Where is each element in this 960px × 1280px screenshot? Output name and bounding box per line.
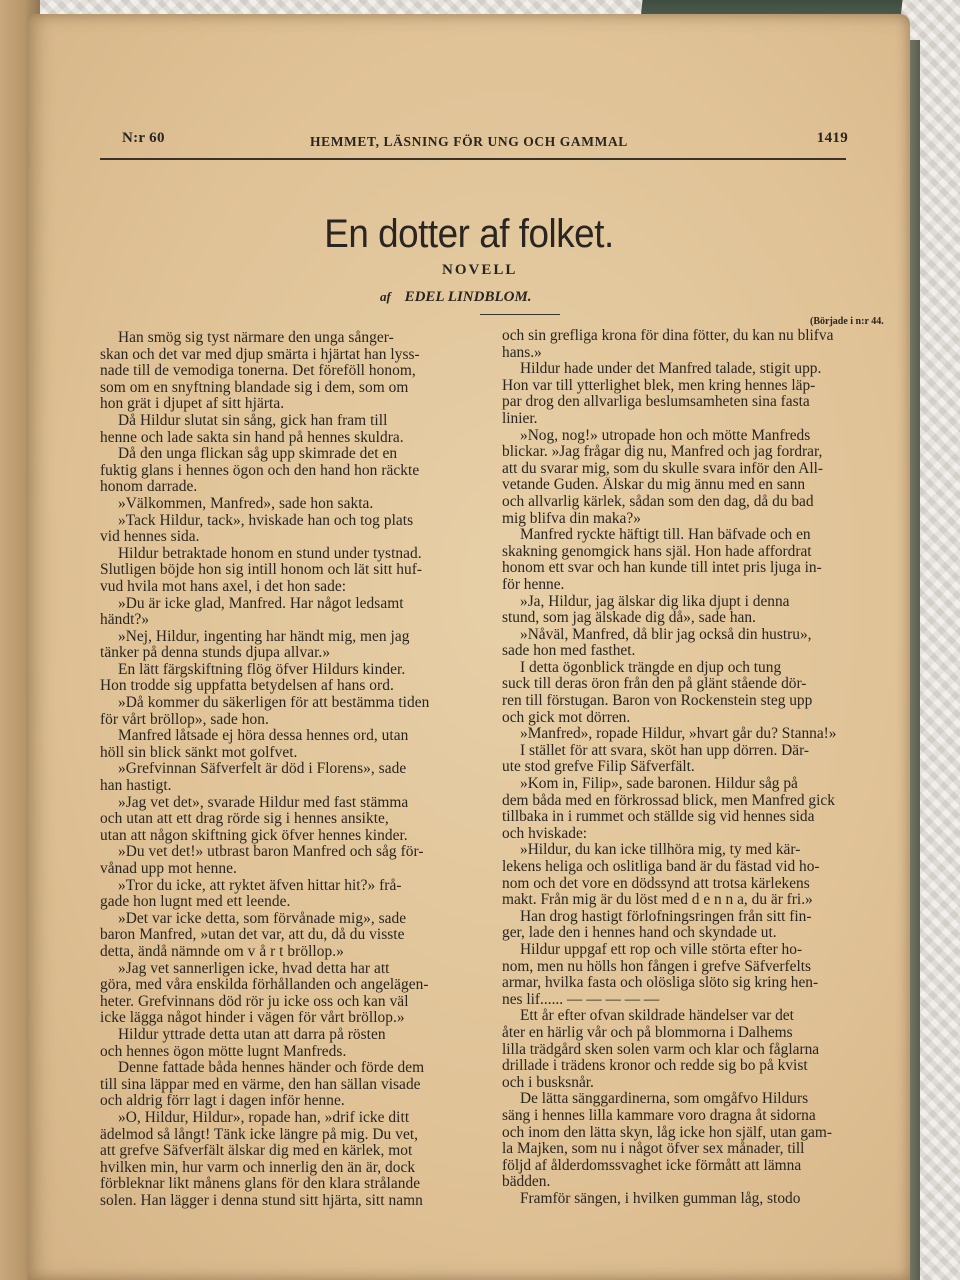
text-line: till sina läppar med en värme, den han sällan visade — [100, 1076, 421, 1093]
text-line: En lätt färgskiftning flög öfver Hildurs kinder. — [118, 661, 406, 678]
byline-prefix: af — [380, 289, 391, 304]
text-line: och gick mot dörren. — [502, 709, 631, 726]
text-line: linier. — [502, 410, 538, 427]
byline — [380, 289, 532, 306]
left-text-column — [100, 330, 472, 1209]
text-line: Manfred låtsade ej höra dessa hennes ord, utan — [118, 728, 409, 745]
text-line: heter. Grefvinnans död rör ju icke oss och kan väl — [100, 993, 409, 1010]
text-line: Framför sängen, i hvilken gumman låg, stodo — [520, 1190, 801, 1207]
text-line: »Nog, nog!» utropade hon och mötte Manfreds — [520, 427, 811, 444]
text-line: sade hon med fasthet. — [502, 643, 636, 660]
text-line: »Manfred», ropade Hildur, »hvart går du? Stanna!» — [520, 726, 837, 743]
text-line: »Nåväl, Manfred, då blir jag också din hustru», — [520, 626, 812, 643]
story-genre: NOVELL — [442, 262, 518, 278]
text-line: »Tror du icke, att ryktet äfven hittar hit?» frå- — [118, 877, 402, 894]
text-line: vånad upp mot henne. — [100, 861, 237, 877]
text-line: nade till de vemodiga tonerna. Det föreföll honom, — [100, 363, 416, 380]
text-line: nom och det vore en dödssynd att trotsa kärlekens — [502, 875, 810, 892]
text-line: »Tack Hildur, tack», hviskade han och tog plats — [118, 512, 414, 529]
text-line: »Ja, Hildur, jag älskar dig lika djupt i denna — [520, 593, 790, 610]
text-line: blickar. »Jag frågar dig nu, Manfred och jag fordrar, — [502, 444, 823, 461]
text-line: för henne. — [502, 576, 565, 593]
text-line: »Det var icke detta, som förvånade mig», sade — [118, 910, 407, 927]
text-line: henne och lade sakta sin hand på hennes skuldra. — [100, 429, 404, 446]
running-header — [100, 130, 848, 154]
text-line: mig blifva din maka?» — [502, 510, 641, 527]
header-rule — [100, 158, 846, 160]
story-title: En dotter af folket. — [324, 212, 614, 256]
title-divider — [480, 314, 560, 315]
book-page — [28, 14, 910, 1280]
text-line: stund, som jag älskade dig då», sade han. — [502, 610, 756, 627]
text-line: »Hildur, du kan icke tillhöra mig, ty med kär- — [520, 842, 801, 859]
text-line: utan att någon skiftning gick öfver hennes kinder. — [100, 827, 408, 844]
text-line: »Då kommer du säkerligen för att bestämma tiden — [118, 695, 430, 712]
text-line: »Välkommen, Manfred», sade hon sakta. — [118, 495, 374, 512]
text-line: »Jag vet det», svarade Hildur med fast stämma — [118, 794, 409, 811]
text-line: »Nej, Hildur, ingenting har händt mig, men jag — [118, 628, 410, 645]
text-line: lilla trädgård sken solen varm och klar och fåglarna — [502, 1041, 820, 1058]
text-line: I detta ögonblick trängde en djup och tung — [520, 659, 782, 676]
text-line: honom darrade. — [100, 479, 198, 496]
text-line: suck till deras öron från den på glänt stående dör- — [502, 676, 807, 693]
text-line: Ett år efter ofvan skildrade händelser var det — [520, 1008, 794, 1025]
text-line: »Du vet det!» utbrast baron Manfred och såg för- — [118, 844, 424, 861]
text-line: honom ett svar och han kunde till intet pris ljuga in- — [502, 560, 822, 577]
text-line: han hastigt. — [100, 778, 172, 795]
text-line: ädelmod så långt! Tänk icke längre på mig. Du vet, — [100, 1126, 419, 1143]
text-line: lekens heliga och oslitliga band är du fästad vid ho- — [502, 859, 820, 875]
text-line: och aldrig förr lagt i dagen inför henne. — [100, 1093, 345, 1110]
text-line: Denne fattade båda hennes händer och förde dem — [118, 1060, 425, 1077]
text-line: Hon var till ytterlighet blek, men kring hennes läp- — [502, 377, 816, 394]
text-line: »Du är icke glad, Manfred. Har något ledsamt — [118, 595, 404, 612]
text-line: nes lif...... — — — — — — [502, 991, 660, 1008]
text-line: armar, hvilka fasta och olösliga slöto sig kring hen- — [502, 975, 819, 992]
text-line: Slutligen böjde hon sig intill honom och lät sitt huf- — [100, 562, 423, 579]
magazine-title: HEMMET, LÄSNING FÖR UNG OCH GAMMAL — [310, 134, 628, 149]
page-number: 1419 — [816, 130, 848, 146]
text-line: »Kom in, Filip», sade baronen. Hildur såg på — [520, 776, 798, 793]
text-line: icke lägga något hinder i vägen för vårt bröllop.» — [100, 1010, 405, 1027]
text-line: och sin grefliga krona för dina fötter, du kan nu blifva — [502, 328, 834, 344]
text-line: och i busksnår. — [502, 1074, 594, 1091]
issue-number: N:r 60 — [122, 130, 165, 146]
text-line: förbleknar likt månens glans för den klara strålande — [100, 1176, 421, 1193]
text-line: Hon trodde sig uppfatta betydelsen af hans ord. — [100, 678, 394, 695]
text-line: Då den unga flickan såg upp skimrade det en — [118, 446, 398, 463]
text-line: vetande Guden. Älskar du mig ännu med en sann — [502, 477, 806, 494]
text-line: och utan att ett drag rörde sig i hennes ansikte, — [100, 811, 389, 828]
text-line: Hildur uppgaf ett rop och ville störta efter ho- — [520, 941, 803, 958]
text-line: och hviskade: — [502, 825, 588, 842]
text-line: tänker på denna stunds djupa allvar.» — [100, 645, 331, 662]
text-line: la Majken, som nu i något öfver sex månader, till — [502, 1141, 805, 1158]
text-line: göra, med våra enskilda förhållanden och angelägen- — [100, 977, 429, 994]
text-line: åter en härlig vår och på blommorna i Dalhems — [502, 1024, 793, 1041]
text-line: solen. Han lägger i denna stund sitt hjärta, sitt namn — [100, 1192, 423, 1209]
text-line: följd af ålderdomssvaghet icke förmått att lämna — [502, 1157, 802, 1174]
text-line: gade hon lugnt med ett leende. — [100, 894, 291, 911]
text-line: nom, men nu hölls hon fången i grefve Säfverfelts — [502, 958, 812, 975]
text-line: Hildur betraktade honom en stund under tystnad. — [118, 545, 422, 562]
text-line: Då Hildur slutat sin sång, gick han fram till — [118, 412, 388, 429]
text-line: händt?» — [100, 612, 150, 629]
text-line: »O, Hildur, Hildur», ropade han, »drif icke ditt — [118, 1109, 410, 1126]
text-line: Han smög sig tyst närmare den unga sånger- — [118, 330, 394, 346]
text-line: hvilken min, hur varm och innerlig den än är, dock — [100, 1159, 416, 1176]
text-line: hans.» — [502, 344, 542, 361]
text-line: som om en snyftning blandade sig i dem, som om — [100, 379, 409, 396]
text-line: höll sin blick sänkt mot golfvet. — [100, 744, 298, 761]
text-line: drillade i trädens kronor och redde sig bo på kvist — [502, 1058, 808, 1075]
text-line: »Grefvinnan Säfverfelt är död i Florens», sade — [118, 761, 407, 778]
text-line: ger, lade den i hennes hand och skyndade ut. — [502, 925, 777, 942]
text-line: att du svarar mig, som du skulle svara inför den All- — [502, 460, 824, 477]
text-line: baron Manfred, »utan det var, att du, då du visste — [100, 927, 405, 944]
text-line: skakning genomgick hans själ. Hon hade affordrat — [502, 543, 812, 560]
text-line: säng i hennes lilla kammare voro dragna åt sidorna — [502, 1107, 816, 1124]
text-line: och inom den lätta skyn, låg icke hon själf, utan gam- — [502, 1124, 832, 1141]
text-line: vud hvila mot hans axel, i det hon sade: — [100, 578, 347, 595]
text-line: Han drog hastigt förlofningsringen från sitt fin- — [520, 908, 812, 925]
text-line: skan och det var med djup smärta i hjärtat han lyss- — [100, 346, 420, 363]
text-line: och hennes ögon mötte lugnt Manfreds. — [100, 1043, 347, 1060]
text-line: ren till förstugan. Baron von Rockenstein steg upp — [502, 693, 813, 710]
right-text-column — [502, 328, 886, 1207]
text-line: De lätta sänggardinerna, som omgåfvo Hildurs — [520, 1091, 809, 1108]
text-line: Manfred ryckte häftigt till. Han bäfvade och en — [520, 527, 811, 544]
text-line: »Jag vet sannerligen icke, hvad detta har att — [118, 960, 390, 977]
text-line: för vårt bröllop», sade hon. — [100, 711, 269, 728]
text-line: Hildur yttrade detta utan att darra på rösten — [118, 1026, 386, 1043]
text-line: Hildur hade under det Manfred talade, stigit upp. — [520, 361, 822, 378]
text-line: I stället för att svara, sköt han upp dörren. Där- — [520, 742, 810, 759]
text-line: och allvarlig kärlek, sådan som den dag, då du bad — [502, 493, 814, 510]
text-line: att grefve Säfverfält älskar dig med en kärlek, mot — [100, 1143, 413, 1160]
text-line: ute stod grefve Filip Säfverfält. — [502, 759, 695, 776]
text-line: dem båda med en förkrossad blick, men Manfred gick — [502, 792, 835, 809]
text-line: par drog den allvarliga beslumsamheten sina fasta — [502, 394, 810, 411]
author-name: EDEL LINDBLOM. — [404, 289, 532, 305]
text-line: fuktig glans i hennes ögon och den hand hon räckte — [100, 462, 420, 479]
text-line: vid hennes sida. — [100, 529, 200, 546]
text-line: makt. Från mig är du löst med d e n n a, du är fri.» — [502, 892, 813, 909]
continued-note: (Började i n:r 44. — [810, 316, 884, 327]
text-line: hon grät i djupet af sitt hjärta. — [100, 396, 285, 413]
text-line: tillbaka in i rummet och ställde sig vid hennes sida — [502, 809, 815, 826]
text-line: detta, ändå nämnde om v å r t bröllop.» — [100, 943, 344, 960]
text-line: bädden. — [502, 1174, 551, 1191]
